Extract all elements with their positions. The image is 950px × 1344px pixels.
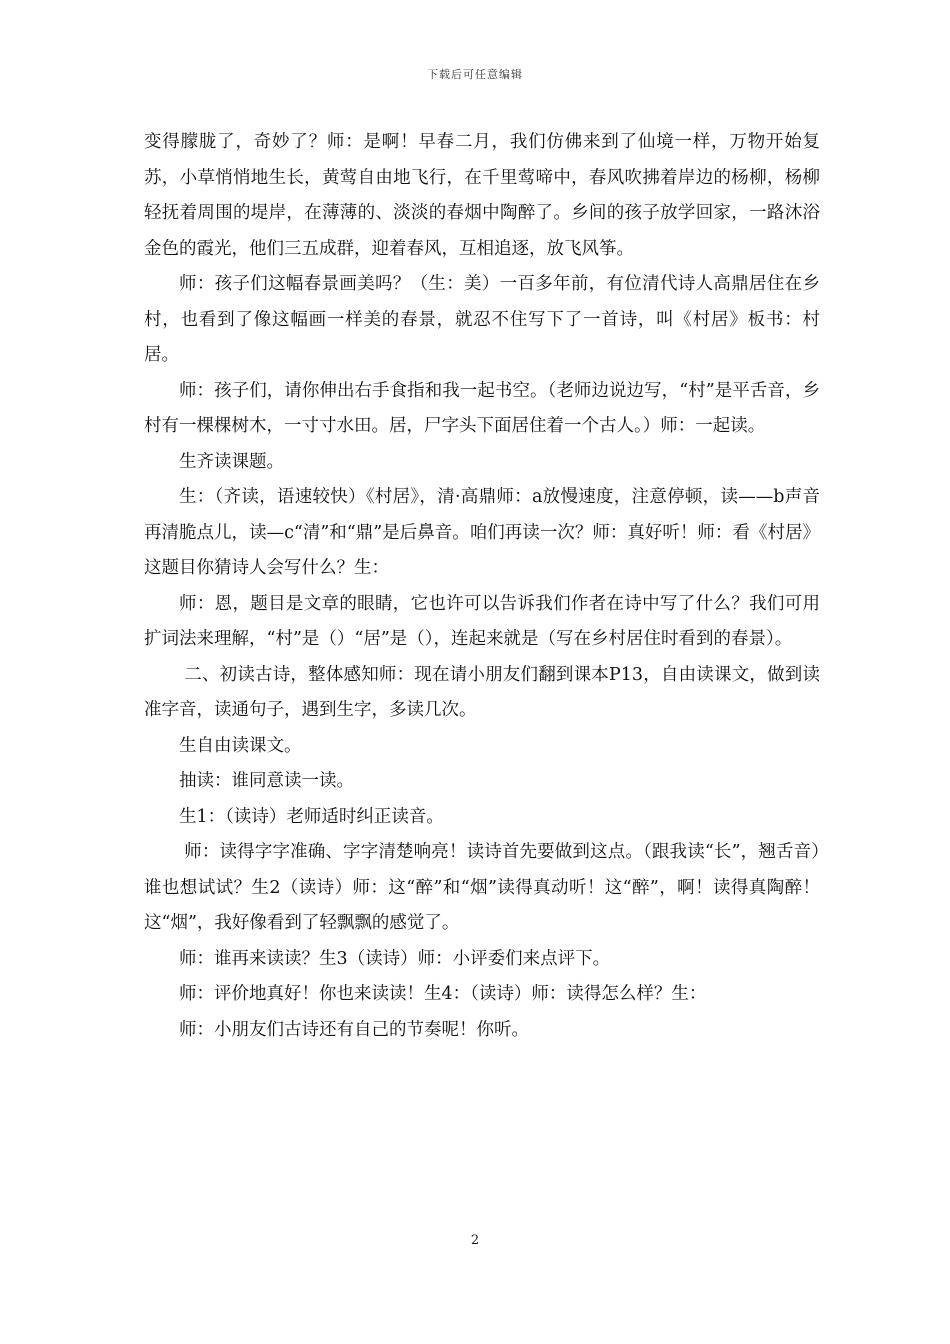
- paragraph: 师：小朋友们古诗还有自己的节奏呢！你听。: [179, 1019, 529, 1040]
- page-header: 下载后可任意编辑: [427, 68, 523, 81]
- paragraph: 生自由读课文。: [179, 735, 302, 756]
- paragraph: 师：恩，题目是文章的眼睛，它也许可以告诉我们作者在诗中写了什么？我们可用扩词法来理解，“村”是（）“居”是（），连起来就是（写在乡村居住时看到的春景）。: [144, 593, 820, 649]
- paragraph: 抽读：谁同意读一读。: [179, 771, 354, 791]
- document-body: [144, 125, 820, 1048]
- paragraph: 生齐读课题。: [179, 451, 284, 472]
- section-heading-paragraph: 二、初读古诗，整体感知师：现在请小朋友们翻到课本P13，自由读课文，做到读准字音，读通句子，遇到生字，多读几次。: [144, 664, 820, 720]
- paragraph: 生：（齐读，语速较快）《村居》，清·高鼎师：a放慢速度，注意停顿，读——b声音再清脆点儿，读—c“清”和“鼎”是后鼻音。咱们再读一次？师：真好听！师：看《村居》这题目你猜诗人会写什么？生：: [144, 487, 820, 578]
- paragraph: 生1：（读诗）老师适时纠正读音。: [179, 806, 444, 827]
- paragraph: 师：孩子们这幅春景画美吗？（生：美）一百多年前，有位清代诗人高鼎居住在乡村，也看到了像这幅画一样美的春景，就忍不住写下了一首诗，叫《村居》板书：村居。: [144, 274, 820, 365]
- paragraph-continuation: 变得朦胧了，奇妙了？师：是啊！早春二月，我们仿佛来到了仙境一样，万物开始复苏，小草悄悄地生长，黄莺自由地飞行，在千里莺啼中，春风吹拂着岸边的杨柳，杨柳轻抚着周围的堤岸，在薄薄的、淡淡的春烟中陶醉了。乡间的孩子放学回家，一路沐浴金色的霞光，他们三五成群，迎着春风，互相追逐，放飞风筝。: [144, 132, 820, 259]
- paragraph: 师：谁再来读读？生3（读诗）师：小评委们来点评下。: [179, 948, 611, 969]
- paragraph: 师：读得字字准确、字字清楚响亮！读诗首先要做到这点。（跟我读“长”，翘舌音）谁也想试试？生2（读诗）师：这“醉”和“烟”读得真动听！这“醉”，啊！读得真陶醉！这“烟”，我好像看到了轻飘飘的感觉了。: [144, 842, 820, 933]
- paragraph: 师：孩子们，请你伸出右手食指和我一起书空。（老师边说边写，“村”是平舌音，乡村有一棵棵树木，一寸寸水田。居，尸字头下面居住着一个古人。）师：一起读。: [144, 380, 820, 436]
- paragraph: 师：评价地真好！你也来读读！生4：（读诗）师：读得怎么样？生：: [179, 984, 707, 1004]
- page-number: 2: [470, 1233, 480, 1248]
